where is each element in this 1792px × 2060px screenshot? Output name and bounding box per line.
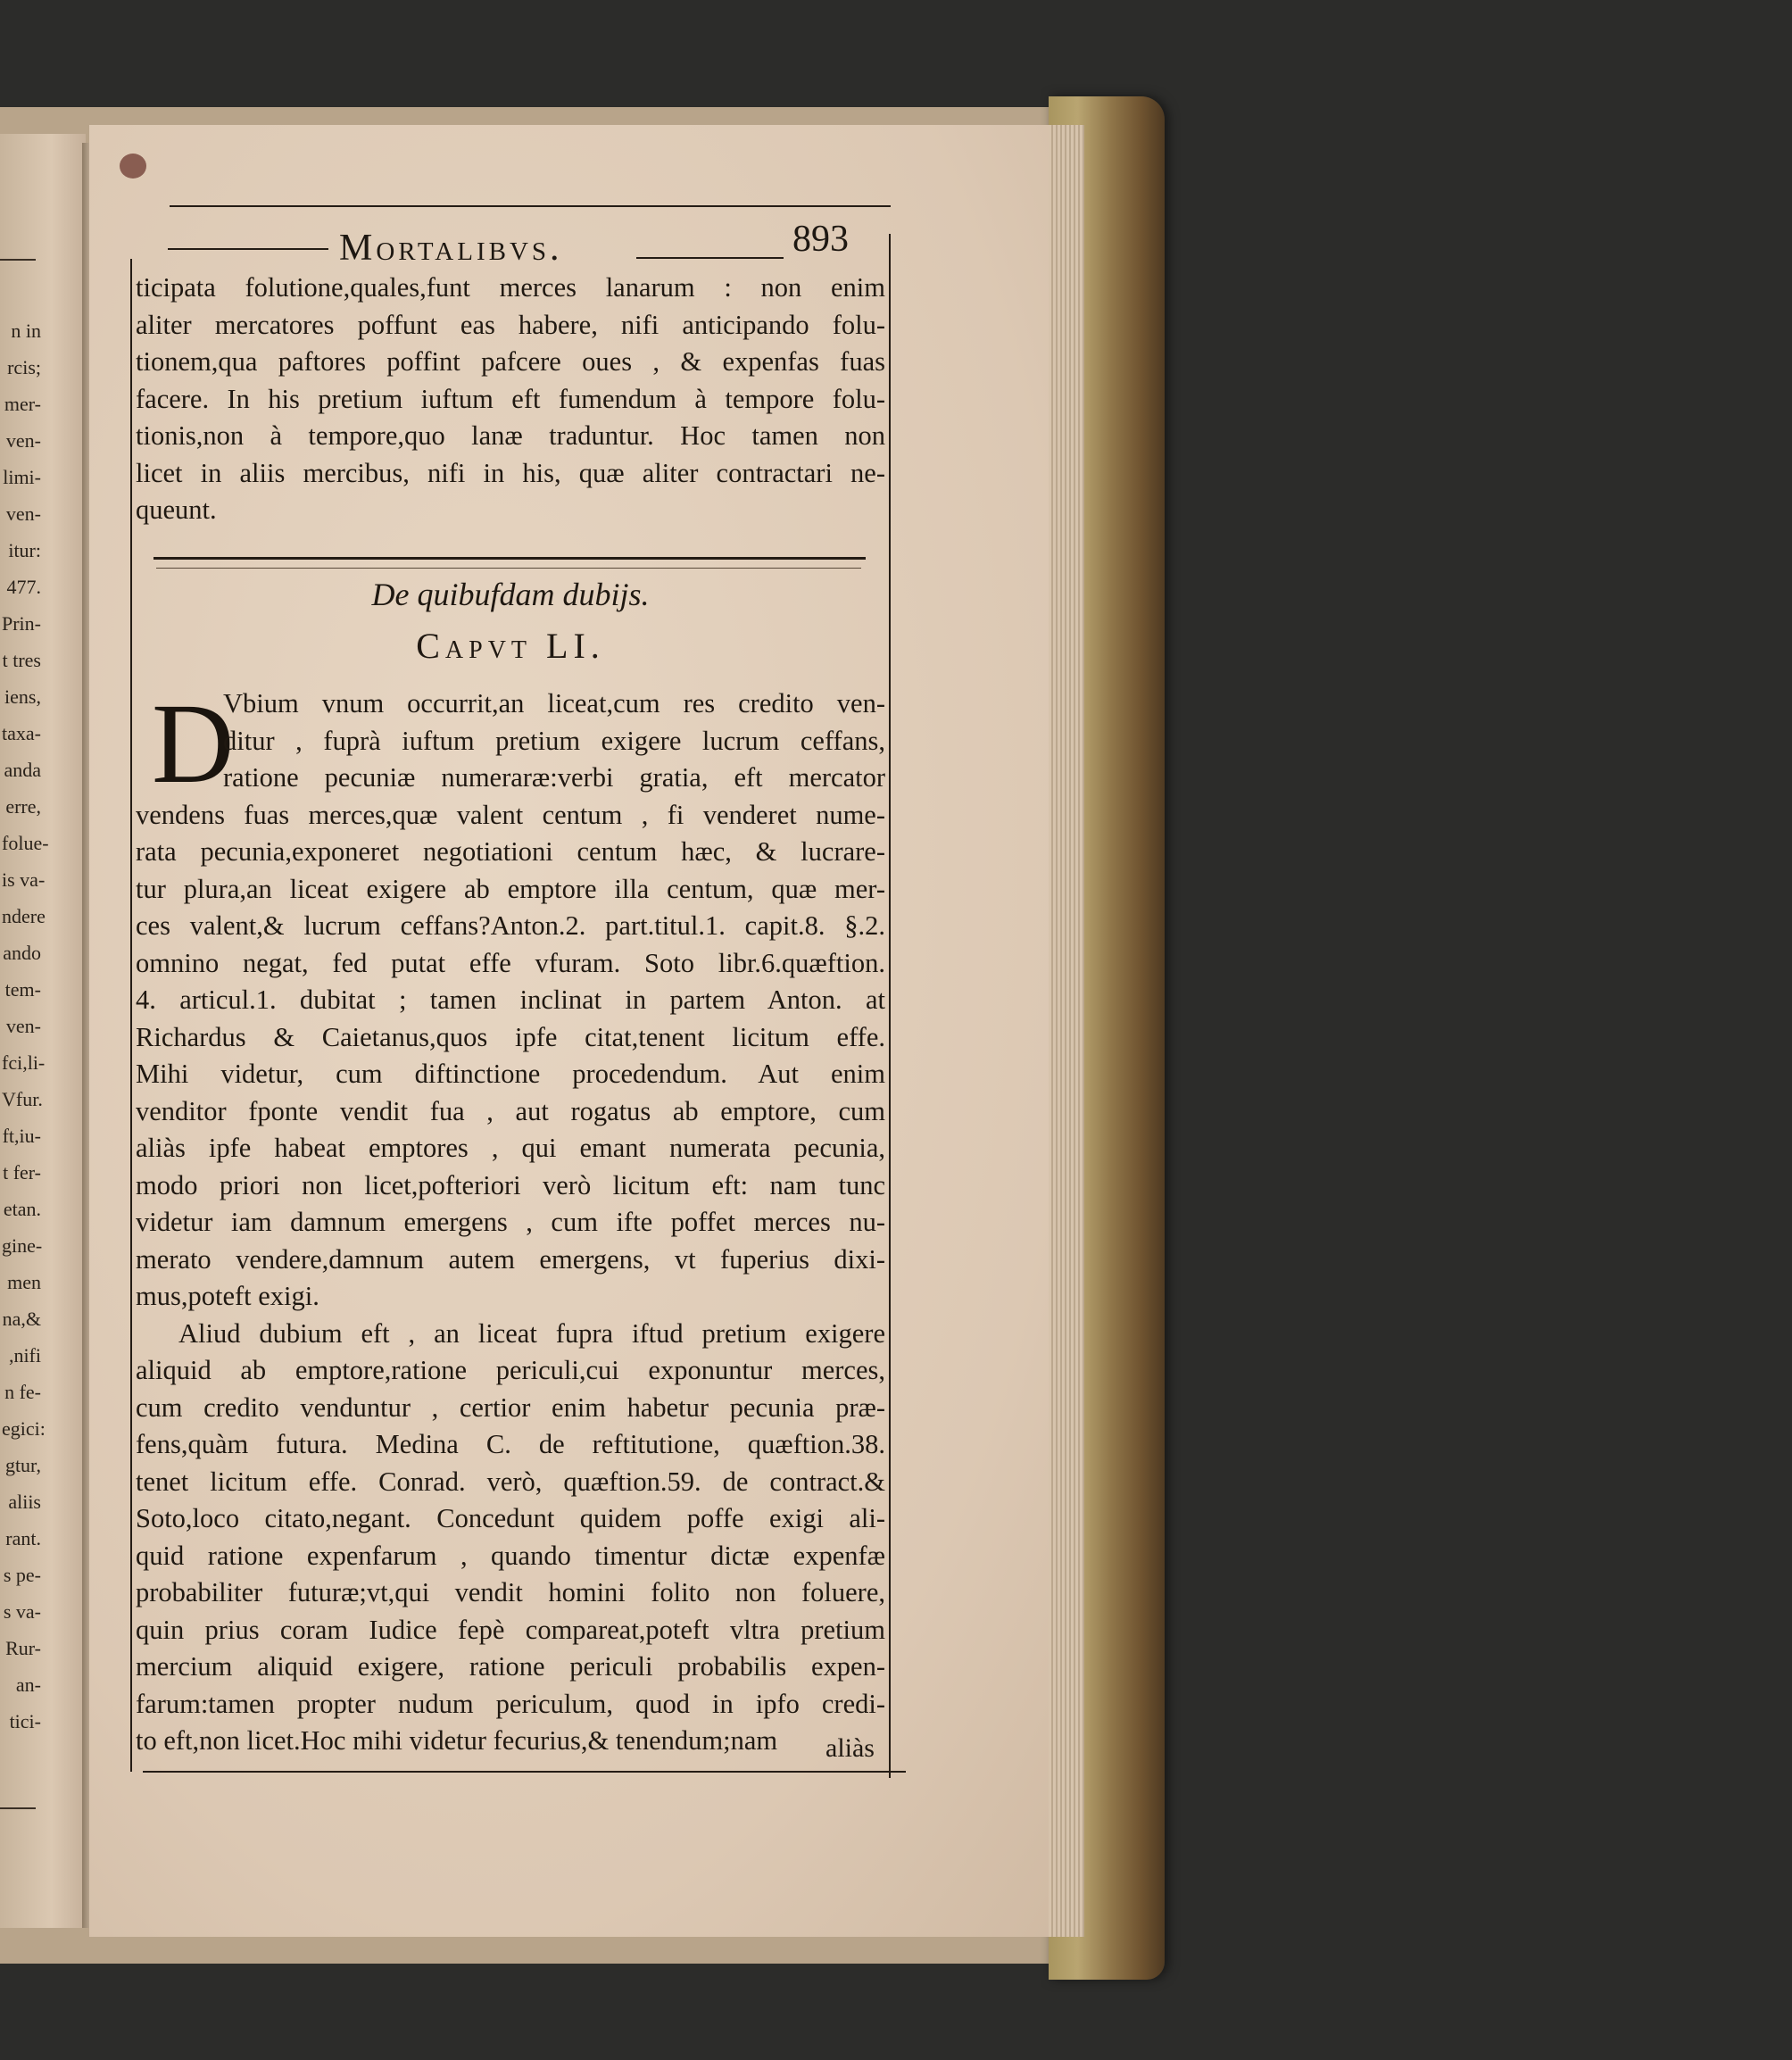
left-page-line: rcis;	[7, 356, 41, 378]
section-rule	[153, 557, 866, 560]
left-page-line: mer-	[4, 393, 41, 415]
text-line: cum credito venduntur , certior enim habetur pecunia præ-	[136, 1391, 885, 1423]
text-line: facere. In his pretium iuftum eft fumendum à tempore folu-	[136, 383, 885, 414]
text-line: probabiliter futuræ;vt,qui vendit homini folito non foluere,	[136, 1577, 885, 1607]
left-page-line: men	[7, 1271, 41, 1293]
text-line: omnino negat, fed putat effe vfuram. Soto libr.6.quæftion.	[136, 947, 885, 978]
left-page-line: taxa-	[2, 722, 41, 744]
left-page-line: t fer-	[3, 1161, 41, 1184]
left-page-line: ando	[3, 942, 41, 964]
text-line: Mihi videtur, cum diftinctione procedendum. Aut enim	[136, 1059, 885, 1089]
section-rule-thin	[156, 568, 861, 569]
left-page-line: 477.	[6, 576, 41, 598]
left-page-line: erre,	[5, 795, 41, 818]
page-stack	[1049, 125, 1084, 1937]
left-page-line: Vfur.	[2, 1088, 43, 1110]
frame-rule-right	[889, 234, 891, 1778]
frame-rule-left	[130, 259, 132, 1772]
text-line: vendens fuas merces,quæ valent centum , fi venderet nume-	[136, 799, 885, 830]
chapter-heading: Capvt LI.	[416, 626, 605, 666]
text-line: ticipata folutione,quales,funt merces lanarum : non enim	[136, 272, 885, 303]
left-page-line: iens,	[4, 685, 41, 708]
text-line: quin prius coram Iudice fepè compareat,poteft vltra pretium	[136, 1614, 885, 1645]
running-head	[168, 221, 900, 271]
left-page-line: ven-	[5, 429, 41, 452]
text-line: fens,quàm futura. Medina C. de reftitutione, quæftion.38.	[136, 1429, 885, 1459]
folio-number: 893	[792, 219, 849, 260]
chapter-subtitle: De quibufdam dubijs.	[371, 577, 650, 612]
left-page-line: is va-	[2, 868, 46, 891]
text-line: aliter mercatores poffunt eas habere, nifi anticipando folu-	[136, 309, 885, 340]
running-title: Mortalibvs.	[339, 228, 563, 269]
text-line: licet in aliis mercibus, nifi in his, quæ aliter contractari ne-	[136, 457, 885, 488]
left-page-line: tici-	[9, 1710, 41, 1732]
text-line: mercium aliquid exigere, ratione periculi probabilis expen-	[136, 1651, 885, 1682]
left-page-line: itur:	[8, 539, 41, 561]
left-page-line: an-	[15, 1674, 41, 1696]
frame-rule-top	[170, 205, 891, 207]
left-page-line: s pe-	[3, 1564, 41, 1586]
left-page-line: t tres	[2, 649, 41, 671]
left-page-line: ,nifi	[8, 1344, 41, 1366]
head-rule	[168, 248, 328, 250]
ink-stain	[120, 154, 146, 179]
left-page-line: n fe-	[4, 1381, 41, 1403]
left-page-line: ft,iu-	[2, 1125, 41, 1147]
left-page-line: gine-	[2, 1234, 43, 1257]
text-line: videtur iam damnum emergens , cum ifte poffet merces nu-	[136, 1207, 885, 1237]
text-line: aliàs ipfe habeat emptores , qui emant numerata pecunia,	[136, 1133, 885, 1163]
text-line: ditur , fuprà iuftum pretium exigere lucrum ceffans,	[223, 725, 885, 756]
left-page-line: gtur,	[4, 1454, 41, 1476]
left-page-line: Rur-	[5, 1637, 41, 1659]
left-page-line: n in	[11, 320, 41, 342]
left-page-line: rant.	[5, 1527, 41, 1549]
text-line: 4. articul.1. dubitat ; tamen inclinat in partem Anton. at	[136, 984, 885, 1015]
text-line: Vbium vnum occurrit,an liceat,cum res credito ven-	[223, 688, 885, 719]
left-page-line: s va-	[3, 1600, 41, 1623]
drop-cap: D	[152, 680, 235, 807]
left-page-line: ven-	[5, 1015, 41, 1037]
body-text	[136, 680, 885, 1760]
text-line: tur plura,an liceat exigere ab emptore illa centum, quæ mer-	[136, 873, 885, 904]
text-line: to eft,non licet.Hoc mihi videtur fecurius,& tenendum;nam	[136, 1725, 778, 1756]
text-line: aliquid ab emptore,ratione periculi,cui exponuntur merces,	[136, 1355, 885, 1385]
text-line: merato vendere,damnum autem emergens, vt fuperius dixi-	[136, 1243, 885, 1275]
text-line: rata pecunia,exponeret negotiationi centum hæc, & lucrare-	[136, 836, 885, 867]
left-page-line: na,&	[2, 1308, 41, 1330]
frame-rule-bottom	[143, 1771, 906, 1773]
left-page-text	[2, 312, 49, 1740]
text-line: tionis,non à tempore,quo lanæ traduntur. Hoc tamen non	[136, 420, 885, 451]
left-page-line: folue-	[2, 832, 49, 854]
continued-paragraph	[136, 270, 885, 529]
text-line: queunt.	[136, 494, 217, 525]
text-line: farum:tamen propter nudum periculum, quod in ipfo credi-	[136, 1688, 885, 1719]
catchword: aliàs	[825, 1733, 875, 1763]
left-page-line: limi-	[3, 466, 41, 488]
head-rule	[636, 257, 784, 259]
left-page-rule	[0, 259, 36, 261]
text-line: modo priori non licet,pofteriori verò licitum eft: nam tunc	[136, 1169, 885, 1200]
text-line: venditor fponte vendit fua , aut rogatus ab emptore, cum	[136, 1095, 885, 1126]
left-page-line: etan.	[3, 1198, 41, 1220]
left-page-line: egici:	[2, 1417, 46, 1440]
left-page-line: ndere	[2, 905, 46, 927]
text-line: ces valent,& lucrum ceffans?Anton.2. part.titul.1. capit.8. §.2.	[136, 910, 885, 941]
left-page-line: fci,li-	[2, 1051, 46, 1074]
text-line: Aliud dubium eft , an liceat fupra iftud pretium exigere	[178, 1317, 885, 1349]
text-line: quid ratione expenfarum , quando timentur dictæ expenfæ	[136, 1540, 885, 1571]
text-line: Soto,loco citato,negant. Concedunt quidem poffe exigi ali-	[136, 1503, 885, 1533]
left-page-rule	[0, 1807, 36, 1809]
text-line: Richardus & Caietanus,quos ipfe citat,tenent licitum effe.	[136, 1021, 885, 1052]
text-line: ratione pecuniæ numeraræ:verbi gratia, eft mercator	[223, 762, 885, 793]
left-page-line: anda	[4, 759, 41, 781]
text-line: tionem,qua paftores poffint pafcere oues , & expenfas fuas	[136, 346, 885, 377]
left-page-line: aliis	[8, 1491, 41, 1513]
text-line: mus,poteft exigi.	[136, 1281, 319, 1311]
left-page-line: ven-	[5, 503, 41, 525]
left-page-line: Prin-	[2, 612, 41, 635]
left-page-line: tem-	[4, 978, 41, 1001]
text-line: tenet licitum effe. Conrad. verò, quæftion.59. de contract.&	[136, 1466, 885, 1497]
